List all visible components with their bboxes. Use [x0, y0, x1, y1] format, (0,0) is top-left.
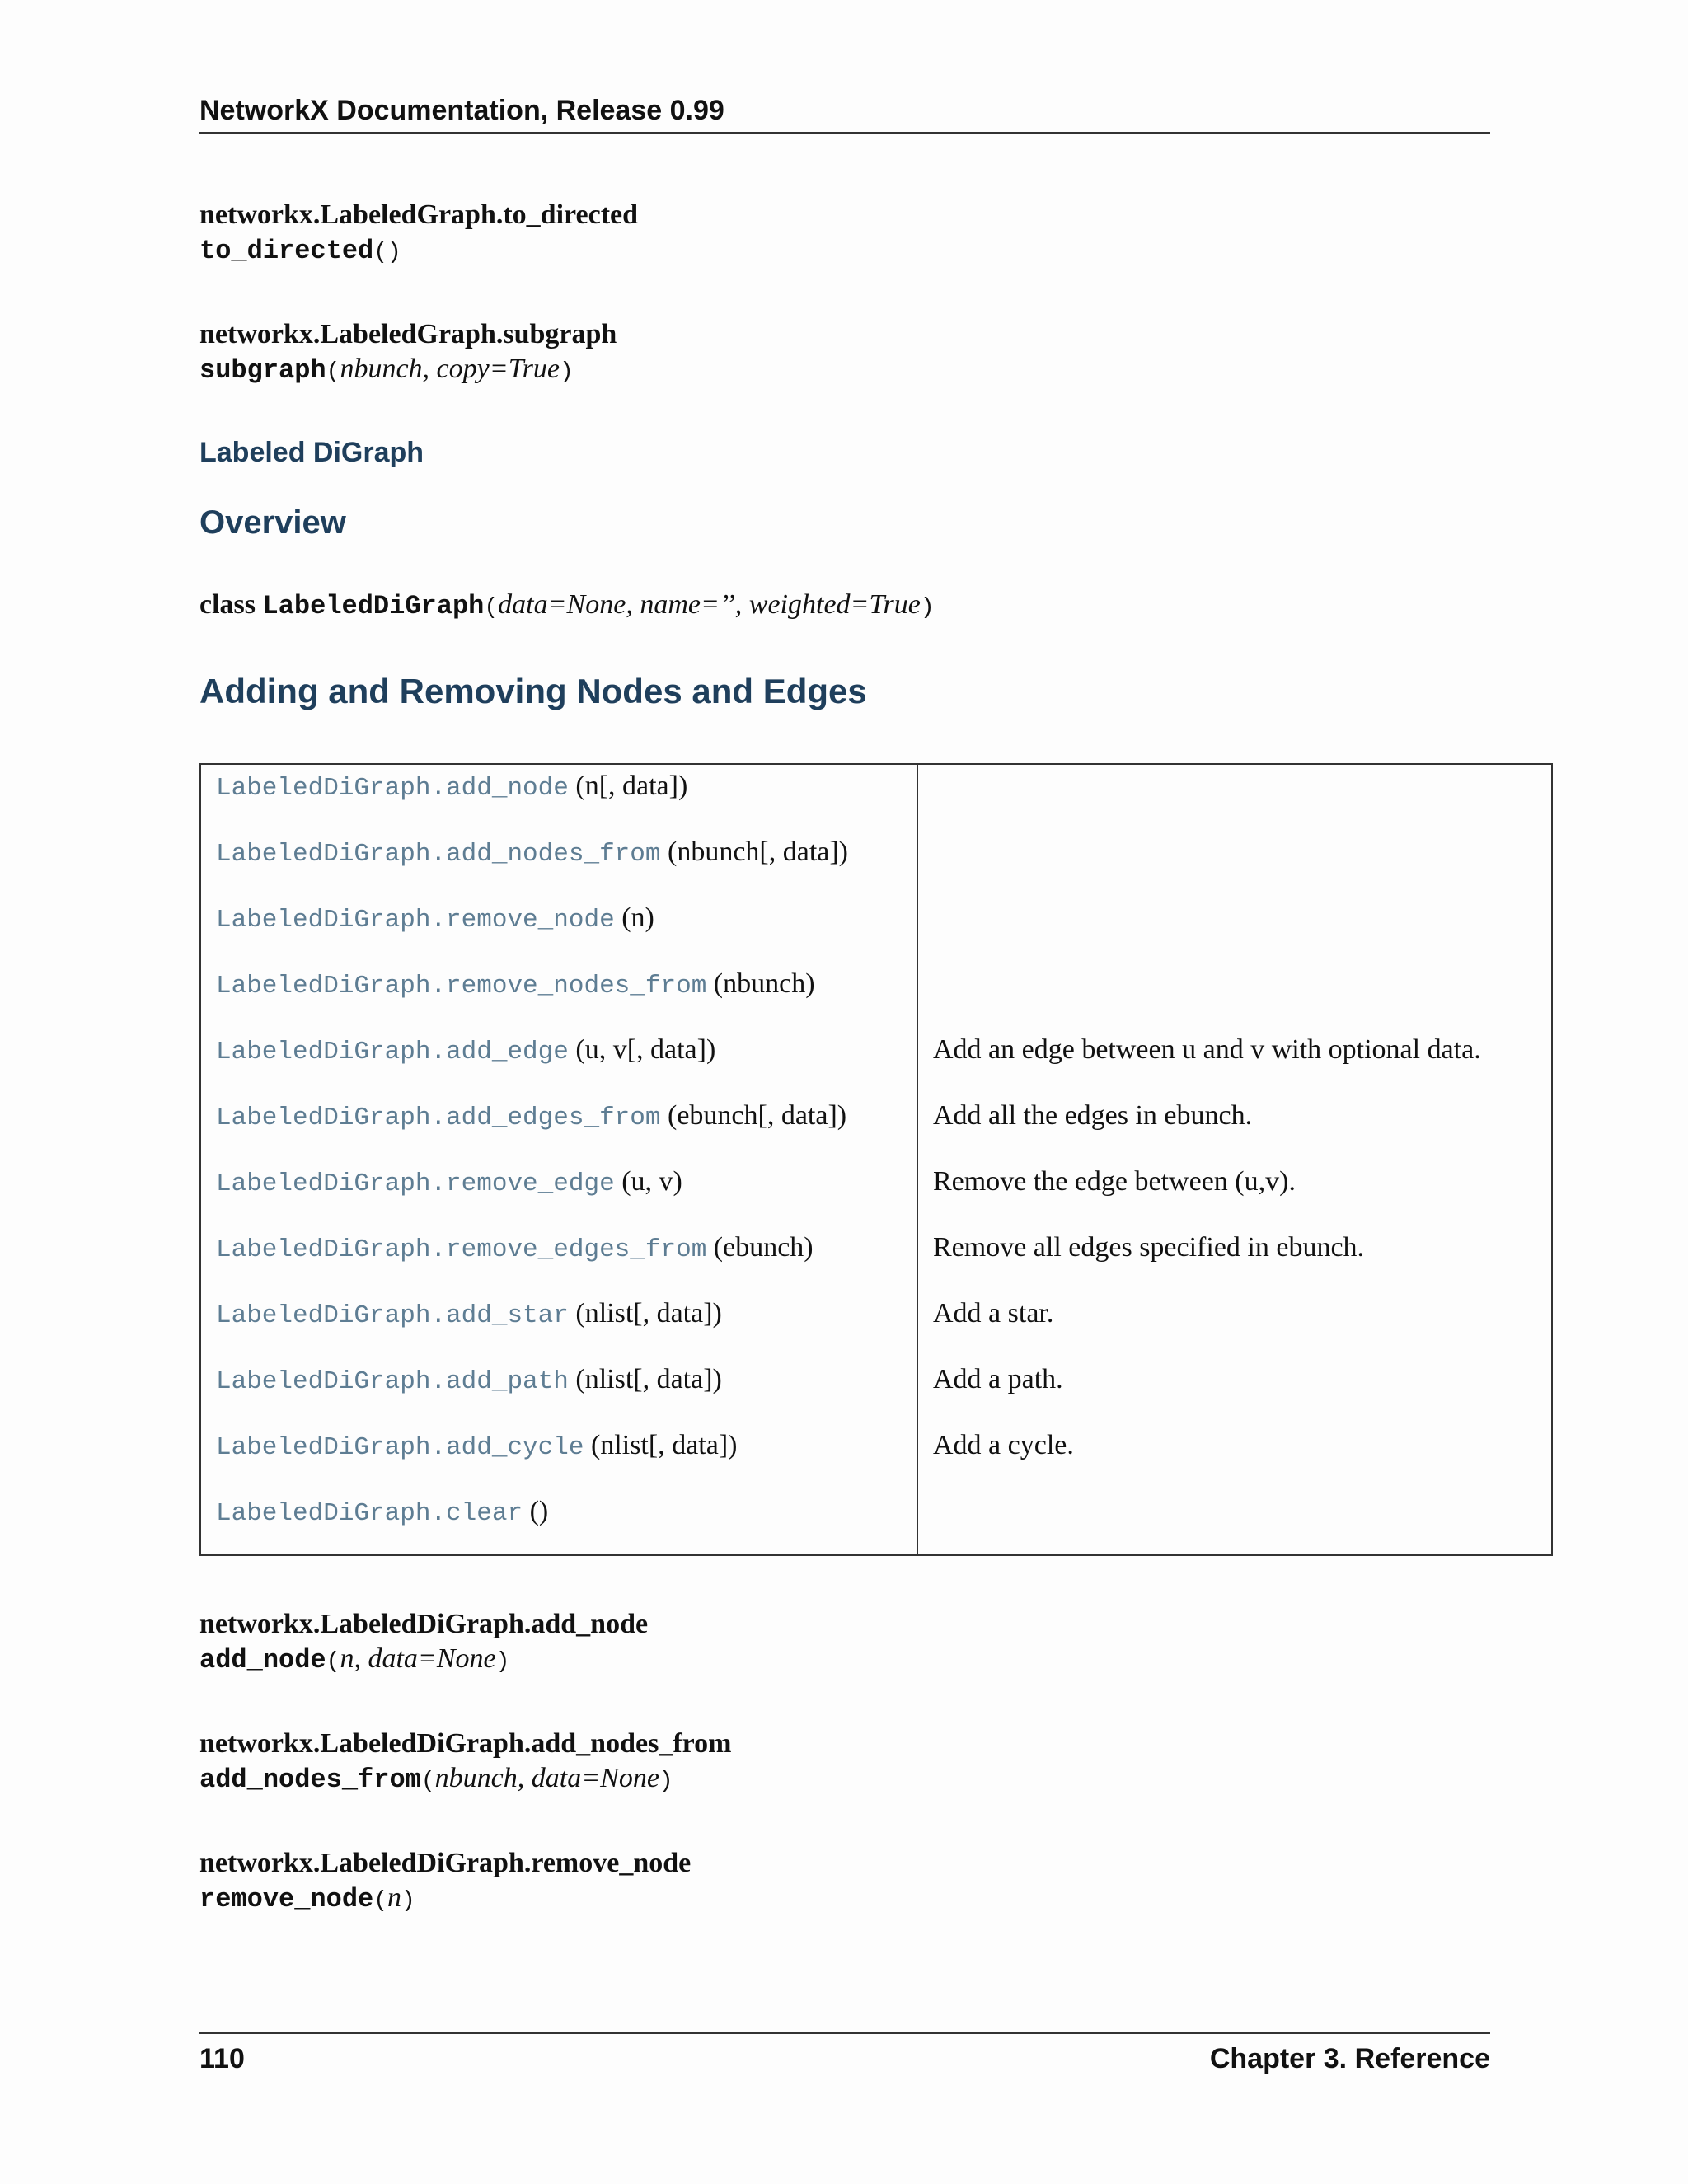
method-description	[933, 753, 1536, 819]
method-link[interactable]: LabeledDiGraph.add_edge	[216, 1038, 569, 1066]
function-name: subgraph	[199, 355, 326, 386]
params: nbunch, copy=True	[340, 354, 560, 384]
entry-full-name: networkx.LabeledDiGraph.add_node	[199, 1609, 649, 1639]
description-column	[917, 764, 1552, 1555]
table-row	[200, 764, 1552, 1555]
method-link[interactable]: LabeledDiGraph.add_node	[216, 774, 569, 803]
close-paren: )	[920, 595, 935, 621]
method-entry	[216, 753, 902, 819]
section-heading-adding-removing: Adding and Removing Nodes and Edges	[199, 672, 867, 710]
method-link[interactable]: LabeledDiGraph.add_star	[216, 1301, 569, 1330]
method-entry	[216, 1413, 902, 1479]
entry-full-name: networkx.LabeledDiGraph.add_nodes_from	[199, 1728, 732, 1759]
api-entry-subgraph	[199, 317, 617, 390]
method-description: Add an edge between u and v with optional data.	[933, 1034, 1481, 1065]
method-args: (nlist[, data])	[590, 1430, 738, 1460]
method-link[interactable]: LabeledDiGraph.remove_node	[216, 906, 615, 935]
method-args: (n)	[621, 902, 654, 933]
method-args: (nbunch)	[713, 968, 815, 999]
method-description: Add a cycle.	[933, 1430, 1074, 1460]
method-args: (u, v)	[621, 1166, 682, 1197]
method-args: (n[, data])	[575, 771, 688, 801]
params: n	[387, 1882, 402, 1913]
method-entry	[216, 1017, 902, 1083]
close-paren: )	[495, 1649, 510, 1675]
entry-full-name: networkx.LabeledGraph.subgraph	[199, 319, 617, 349]
entry-signature	[199, 1761, 731, 1799]
method-args: (nbunch[, data])	[668, 837, 849, 867]
close-paren: )	[659, 1769, 673, 1794]
open-paren: (	[373, 1888, 388, 1914]
method-link[interactable]: LabeledDiGraph.add_nodes_from	[216, 840, 661, 869]
method-entry	[216, 885, 902, 951]
open-paren: (	[484, 595, 499, 621]
method-link[interactable]: LabeledDiGraph.remove_nodes_from	[216, 972, 707, 1001]
method-args: (nlist[, data])	[575, 1364, 722, 1394]
close-paren: )	[401, 1888, 415, 1914]
entry-signature	[199, 352, 617, 390]
open-paren: (	[326, 1649, 340, 1675]
method-entry	[216, 1215, 902, 1281]
method-entry	[216, 1281, 902, 1347]
api-entry-add-nodes-from	[199, 1727, 731, 1799]
entry-full-name: networkx.LabeledDiGraph.remove_node	[199, 1848, 692, 1878]
method-args: ()	[529, 1496, 549, 1526]
method-description: Add a path.	[933, 1364, 1063, 1394]
api-entry-add-node	[199, 1607, 648, 1680]
close-paren: )	[387, 240, 401, 265]
entry-signature	[199, 232, 638, 270]
class-params: data=None, name=’’, weighted=True	[498, 589, 921, 620]
method-link[interactable]: LabeledDiGraph.add_cycle	[216, 1433, 584, 1462]
method-description	[933, 1479, 1536, 1544]
entry-signature	[199, 1881, 691, 1919]
method-link[interactable]: LabeledDiGraph.remove_edges_from	[216, 1235, 707, 1264]
function-name: remove_node	[199, 1884, 374, 1915]
open-paren: (	[373, 240, 388, 265]
class-signature	[199, 587, 935, 626]
method-description: Add a star.	[933, 1298, 1054, 1329]
class-keyword: class	[199, 589, 256, 620]
method-entry	[216, 1347, 902, 1413]
method-link[interactable]: LabeledDiGraph.add_edges_from	[216, 1104, 661, 1132]
open-paren: (	[420, 1769, 435, 1794]
method-description: Remove the edge between (u,v).	[933, 1166, 1296, 1197]
method-entry	[216, 951, 902, 1017]
method-summary-table	[199, 763, 1553, 1556]
section-heading-labeled-digraph: Labeled DiGraph	[199, 437, 424, 468]
method-entry	[216, 819, 902, 885]
method-description	[933, 885, 1536, 951]
entry-signature	[199, 1642, 648, 1680]
method-link[interactable]: LabeledDiGraph.add_path	[216, 1367, 569, 1396]
close-paren: )	[560, 359, 574, 385]
open-paren: (	[326, 359, 340, 385]
method-column	[200, 764, 917, 1555]
method-args: (u, v[, data])	[575, 1034, 716, 1065]
params: nbunch, data=None	[434, 1763, 659, 1793]
method-args: (nlist[, data])	[575, 1298, 722, 1329]
method-args: (ebunch)	[713, 1232, 814, 1263]
function-name: add_node	[199, 1645, 326, 1675]
method-description	[933, 819, 1536, 885]
running-footer	[199, 2032, 1490, 2077]
method-link[interactable]: LabeledDiGraph.clear	[216, 1499, 523, 1528]
method-args: (ebunch[, data])	[668, 1100, 847, 1131]
class-name: LabeledDiGraph	[262, 591, 485, 621]
running-header: NetworkX Documentation, Release 0.99	[199, 92, 1490, 134]
chapter-title: Chapter 3. Reference	[1209, 2043, 1490, 2074]
api-entry-remove-node	[199, 1846, 691, 1919]
params: n, data=None	[340, 1643, 496, 1674]
method-entry	[216, 1083, 902, 1149]
entry-full-name: networkx.LabeledGraph.to_directed	[199, 199, 639, 230]
function-name: to_directed	[199, 236, 374, 266]
method-description	[933, 951, 1536, 1017]
method-entry	[216, 1479, 902, 1544]
page-number: 110	[199, 2043, 245, 2074]
method-link[interactable]: LabeledDiGraph.remove_edge	[216, 1169, 615, 1198]
method-entry	[216, 1149, 902, 1215]
method-description: Add all the edges in ebunch.	[933, 1100, 1253, 1131]
section-heading-overview: Overview	[199, 504, 346, 541]
method-description: Remove all edges specified in ebunch.	[933, 1232, 1365, 1263]
api-entry-to-directed	[199, 198, 638, 270]
function-name: add_nodes_from	[199, 1765, 421, 1795]
